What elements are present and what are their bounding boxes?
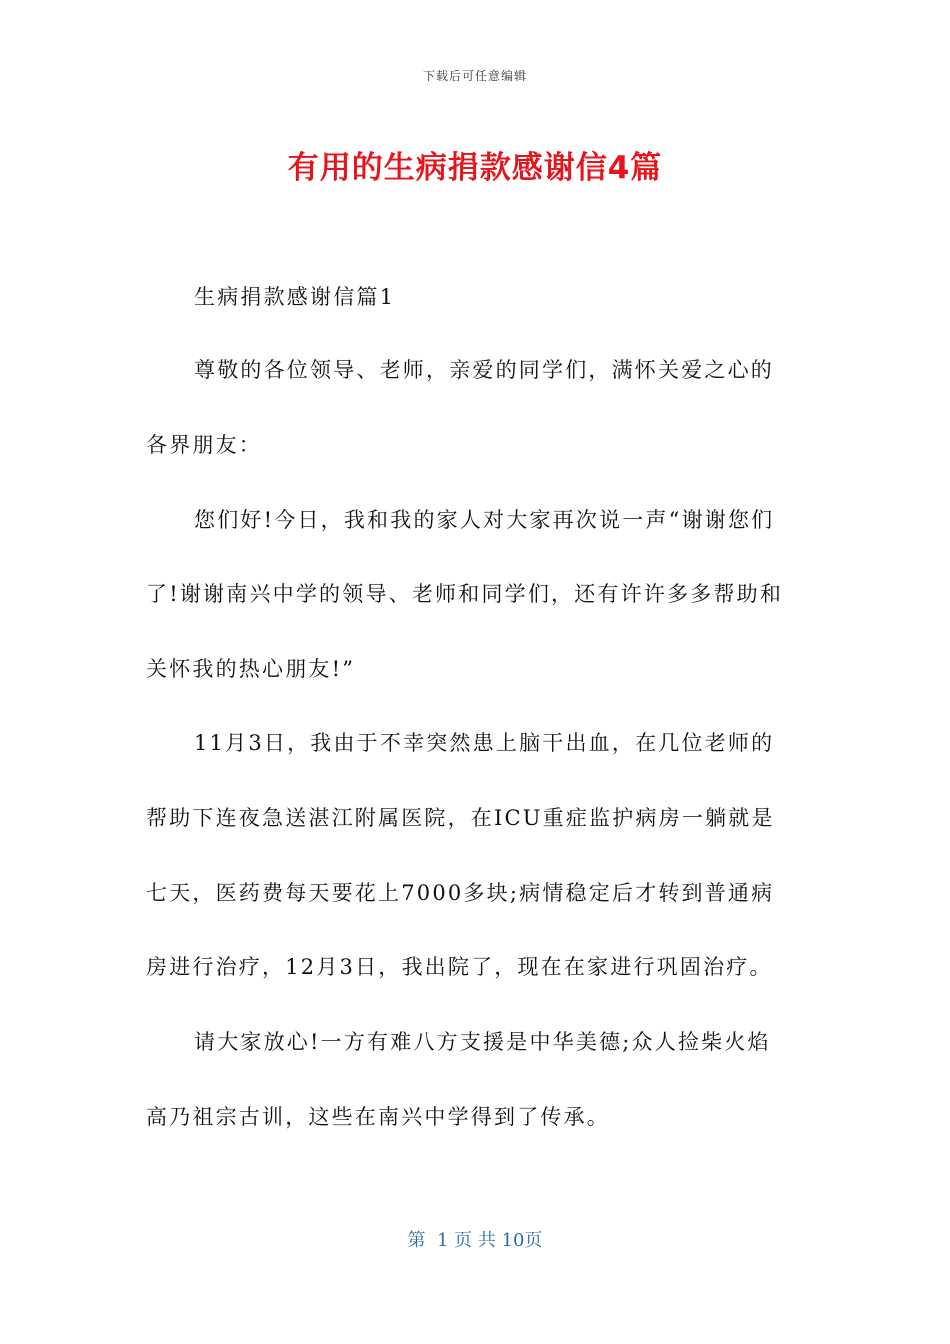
paragraph-line: 关怀我的热心朋友!” bbox=[146, 657, 356, 681]
paragraph-line: 七天，医药费每天要花上7000多块;病情稳定后才转到普通病 bbox=[146, 881, 775, 905]
paragraph-line: 了!谢谢南兴中学的领导、老师和同学们，还有许许多多帮助和 bbox=[146, 582, 784, 606]
paragraph-line: 尊敬的各位领导、老师，亲爱的同学们，满怀关爱之心的 bbox=[194, 358, 774, 382]
paragraph-line: 请大家放心!一方有难八方支援是中华美德;众人捡柴火焰 bbox=[194, 1030, 771, 1054]
paragraph-line: 高乃祖宗古训，这些在南兴中学得到了传承。 bbox=[146, 1105, 610, 1129]
paragraph-line: 您们好!今日，我和我的家人对大家再次说一声“谢谢您们 bbox=[194, 508, 775, 532]
paragraph-line: 各界朋友： bbox=[146, 433, 262, 457]
paragraph-line: 帮助下连夜急送湛江附属医院，在ICU重症监护病房一躺就是 bbox=[146, 806, 775, 830]
paragraph-line: 11月3日，我由于不幸突然患上脑干出血，在几位老师的 bbox=[194, 731, 775, 755]
document-title: 有用的生病捐款感谢信4篇 bbox=[287, 150, 663, 186]
page-indicator: 第 1 页 共 10页 bbox=[407, 1230, 543, 1251]
header-note: 下载后可任意编辑 bbox=[422, 69, 527, 83]
section-heading: 生病捐款感谢信篇1 bbox=[194, 285, 396, 309]
paragraph-line: 房进行治疗，12月3日，我出院了，现在在家进行巩固治疗。 bbox=[146, 955, 773, 979]
